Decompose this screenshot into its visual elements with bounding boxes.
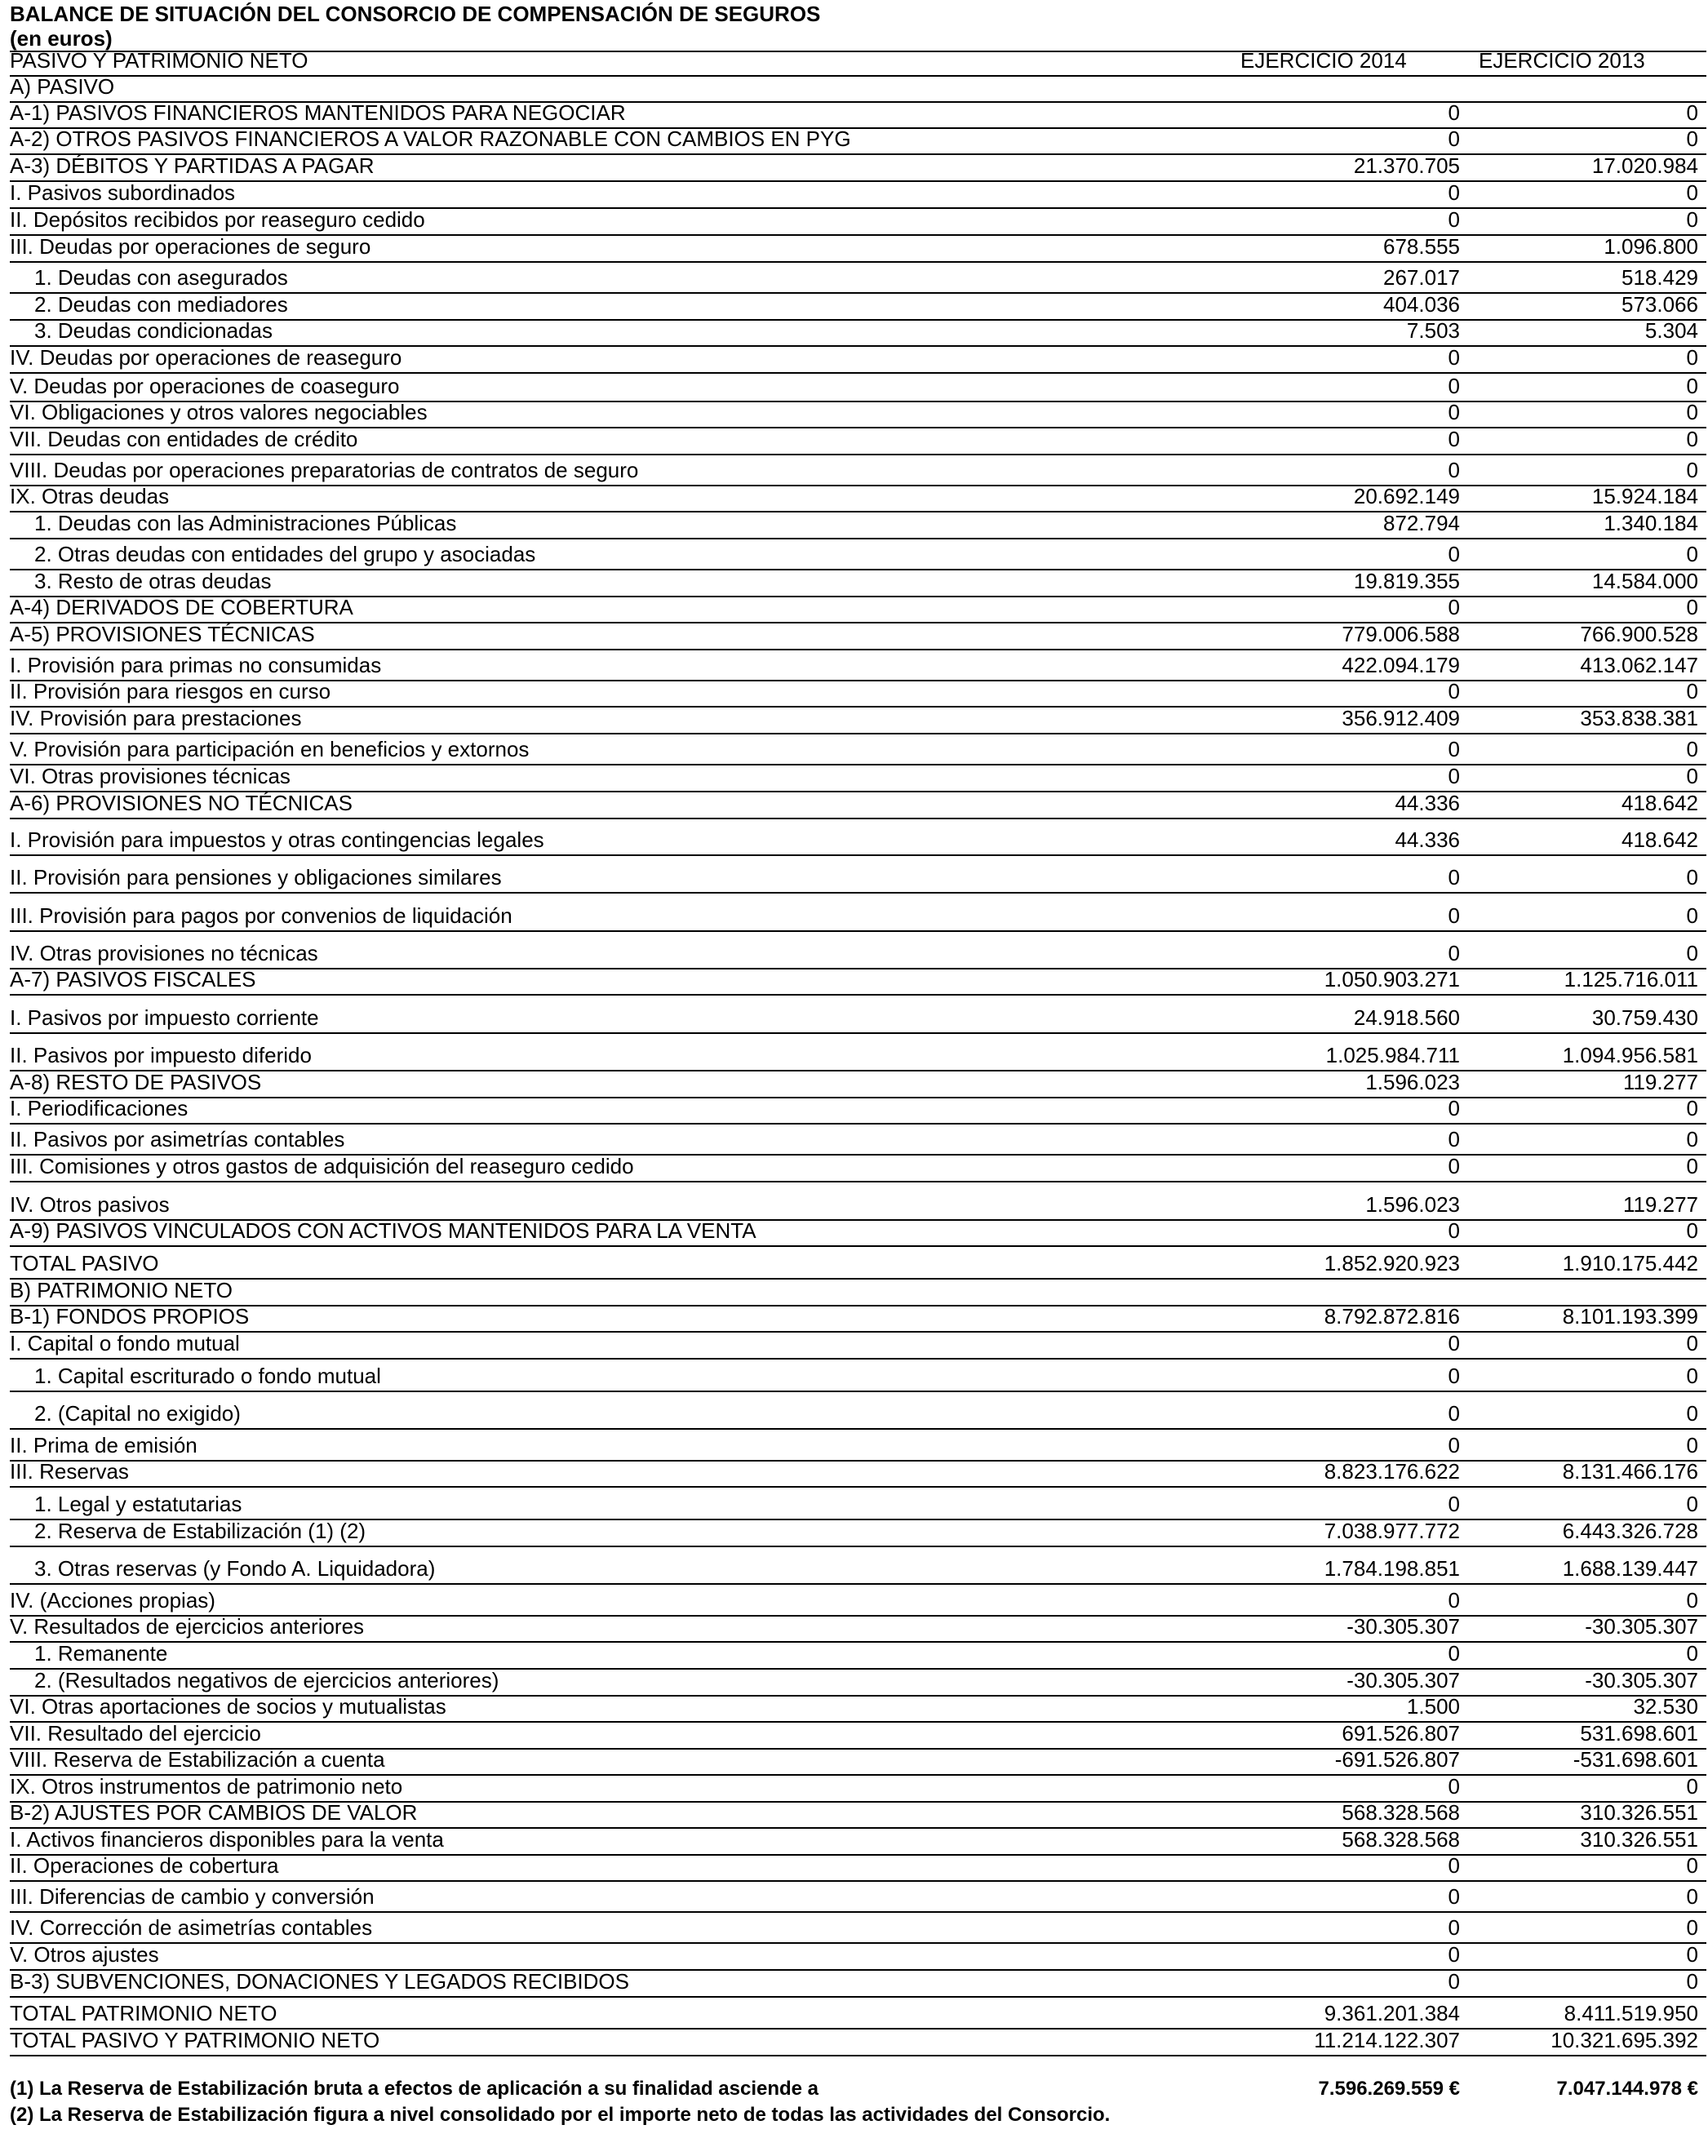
table-row — [10, 1723, 1706, 1750]
table-row — [10, 765, 1706, 792]
value-2013: 518.429 — [1621, 265, 1698, 290]
row-label: VI. Otras provisiones técnicas — [10, 764, 291, 788]
value-2013: 0 — [1686, 1774, 1698, 1799]
value-2013: 0 — [1686, 100, 1698, 125]
value-2013: 1.340.184 — [1604, 511, 1698, 535]
value-2013: 310.326.551 — [1580, 1800, 1698, 1825]
row-label: II. Provisión para pensiones y obligaciones similares — [10, 865, 502, 889]
row-label: IV. (Acciones propias) — [10, 1588, 215, 1613]
value-2014: 0 — [1448, 1401, 1460, 1426]
row-label: A-6) PROVISIONES NO TÉCNICAS — [10, 791, 353, 815]
table-row — [10, 1776, 1706, 1803]
row-label: VIII. Reserva de Estabilización a cuenta — [10, 1747, 385, 1772]
row-label: B-3) SUBVENCIONES, DONACIONES Y LEGADOS RECIBIDOS — [10, 1969, 630, 1994]
value-2013: 0 — [1686, 595, 1698, 619]
value-2013: 0 — [1686, 207, 1698, 232]
value-2014: 0 — [1448, 1096, 1460, 1120]
value-2014: 0 — [1448, 679, 1460, 703]
document-title: BALANCE DE SITUACIÓN DEL CONSORCIO DE COMPENSACIÓN DE SEGUROS — [10, 2, 821, 26]
value-2013: 0 — [1686, 400, 1698, 424]
footnote — [10, 2063, 1706, 2104]
row-label: IX. Otros instrumentos de patrimonio neto — [10, 1774, 403, 1799]
table-row — [10, 402, 1706, 428]
value-2014: 422.094.179 — [1342, 653, 1460, 677]
value-2013: 8.411.519.950 — [1564, 2001, 1698, 2025]
row-label: 1. Capital escriturado o fondo mutual — [34, 1364, 381, 1388]
value-2013: 1.094.956.581 — [1562, 1043, 1698, 1067]
table-row — [10, 74, 1706, 103]
row-label: V. Resultados de ejercicios anteriores — [10, 1614, 365, 1639]
table-row — [10, 819, 1706, 856]
row-label: A-4) DERIVADOS DE COBERTURA — [10, 595, 353, 619]
table-row — [10, 856, 1706, 894]
value-2014: 8.823.176.622 — [1324, 1459, 1460, 1484]
value-2013: 8.131.466.176 — [1562, 1459, 1698, 1484]
table-row — [10, 1643, 1706, 1670]
row-label: III. Deudas por operaciones de seguro — [10, 234, 371, 259]
row-label: V. Deudas por operaciones de coaseguro — [10, 374, 400, 398]
table-row — [10, 708, 1706, 734]
row-label: I. Pasivos por impuesto corriente — [10, 1005, 319, 1030]
table-row — [10, 1034, 1706, 1071]
value-2013: 10.321.695.392 — [1551, 2028, 1698, 2052]
table-row — [10, 428, 1706, 455]
value-2014: 267.017 — [1383, 265, 1460, 290]
table-row — [10, 681, 1706, 708]
header-label: PASIVO Y PATRIMONIO NETO — [10, 48, 308, 73]
value-2014: 0 — [1448, 180, 1460, 205]
value-2013: 119.277 — [1622, 1070, 1698, 1094]
table-row — [10, 1360, 1706, 1392]
row-label: TOTAL PASIVO Y PATRIMONIO NETO — [10, 2028, 380, 2052]
value-2014: 0 — [1448, 1942, 1460, 1967]
table-row — [10, 236, 1706, 263]
table-row — [10, 486, 1706, 512]
value-2013: 0 — [1686, 1492, 1698, 1516]
row-label: A-9) PASIVOS VINCULADOS CON ACTIVOS MANTENIDOS PARA LA VENTA — [10, 1218, 756, 1243]
row-label: III. Reservas — [10, 1459, 129, 1484]
table-row — [10, 347, 1706, 374]
value-2013: 0 — [1686, 1641, 1698, 1666]
row-label: I. Capital o fondo mutual — [10, 1331, 240, 1355]
value-2014: 0 — [1448, 865, 1460, 889]
value-2014: 0 — [1448, 458, 1460, 482]
value-2014: 0 — [1448, 1433, 1460, 1457]
table-row — [10, 1520, 1706, 1547]
value-2014: 568.328.568 — [1342, 1800, 1460, 1825]
value-2013: 17.020.984 — [1591, 153, 1698, 178]
value-2014: 0 — [1448, 595, 1460, 619]
row-label: 2. (Resultados negativos de ejercicios anteriores) — [34, 1668, 499, 1692]
table-row — [10, 374, 1706, 402]
row-label: 3. Otras reservas (y Fondo A. Liquidadora) — [34, 1556, 436, 1581]
table-row — [10, 1392, 1706, 1430]
row-label: B) PATRIMONIO NETO — [10, 1278, 233, 1302]
table-row — [10, 1247, 1706, 1280]
value-2013: 0 — [1686, 941, 1698, 965]
row-label: TOTAL PASIVO — [10, 1251, 159, 1275]
row-label: II. Depósitos recibidos por reaseguro cedido — [10, 207, 425, 232]
table-row — [10, 1694, 1706, 1723]
value-2014: 21.370.705 — [1353, 153, 1460, 178]
table-row — [10, 1098, 1706, 1125]
value-2013: 0 — [1686, 427, 1698, 451]
row-label: III. Comisiones y otros gastos de adquisición del reaseguro cedido — [10, 1154, 634, 1178]
table-row — [10, 1306, 1706, 1333]
row-label: A) PASIVO — [10, 74, 115, 99]
value-2013: 0 — [1686, 679, 1698, 703]
row-label: V. Otros ajustes — [10, 1942, 159, 1967]
table-row — [10, 182, 1706, 209]
value-2013: 0 — [1686, 1433, 1698, 1457]
header-col-2013: EJERCICIO 2013 — [1479, 48, 1645, 73]
value-2013: 413.062.147 — [1580, 653, 1698, 677]
table-row — [10, 100, 1706, 129]
value-2014: 0 — [1448, 374, 1460, 398]
value-2013: 0 — [1686, 1853, 1698, 1878]
value-2014: 568.328.568 — [1342, 1827, 1460, 1852]
table-row — [10, 294, 1706, 321]
row-label: VIII. Deudas por operaciones preparatorias de contratos de seguro — [10, 458, 639, 482]
row-label: 3. Resto de otras deudas — [34, 569, 272, 593]
row-label: I. Activos financieros disponibles para la venta — [10, 1827, 444, 1852]
value-2014: 7.038.977.772 — [1324, 1519, 1460, 1543]
row-label: II. Pasivos por impuesto diferido — [10, 1043, 312, 1067]
row-label: IV. Otras provisiones no técnicas — [10, 941, 318, 965]
value-2014: 1.784.198.851 — [1324, 1556, 1460, 1581]
footnote-text: (2) La Reserva de Estabilización figura a nivel consolidado por el importe neto de todas las actividades del Consorcio. — [10, 2104, 1111, 2126]
value-2013: -531.698.601 — [1573, 1747, 1698, 1772]
value-2014: 0 — [1448, 941, 1460, 965]
table-row — [10, 512, 1706, 539]
row-label: B-1) FONDOS PROPIOS — [10, 1304, 250, 1329]
row-label: 2. Reserva de Estabilización (1) (2) — [34, 1519, 366, 1543]
table-row — [10, 209, 1706, 236]
value-2013: 0 — [1686, 1218, 1698, 1243]
value-2014: 0 — [1448, 1641, 1460, 1666]
row-label: A-2) OTROS PASIVOS FINANCIEROS A VALOR RAZONABLE CON CAMBIOS EN PYG — [10, 126, 851, 151]
value-2014: 0 — [1448, 1588, 1460, 1613]
value-2014: 1.025.984.711 — [1325, 1043, 1460, 1067]
footnote-text: (1) La Reserva de Estabilización bruta a efectos de aplicación a su finalidad asciende a — [10, 2078, 819, 2100]
value-2013: 14.584.000 — [1591, 569, 1698, 593]
table-row — [10, 1280, 1706, 1306]
row-label: I. Provisión para primas no consumidas — [10, 653, 382, 677]
value-2013: 0 — [1686, 1331, 1698, 1355]
row-label: 1. Deudas con asegurados — [34, 265, 288, 290]
value-2014: 0 — [1448, 764, 1460, 788]
value-2013: 0 — [1686, 458, 1698, 482]
value-2013: 0 — [1686, 126, 1698, 151]
table-row — [10, 1488, 1706, 1520]
value-2013: -30.305.307 — [1585, 1668, 1698, 1692]
value-2014: 1.596.023 — [1365, 1192, 1460, 1217]
value-2014: 0 — [1448, 1154, 1460, 1178]
footnotes — [10, 2063, 1706, 2130]
row-label: 2. (Capital no exigido) — [34, 1401, 241, 1426]
value-2014: 1.852.920.923 — [1324, 1251, 1460, 1275]
table-row — [10, 570, 1706, 597]
footnote — [10, 2104, 1706, 2130]
row-label: 1. Legal y estatutarias — [34, 1492, 242, 1516]
value-2014: 0 — [1448, 1774, 1460, 1799]
table-row — [10, 1218, 1706, 1247]
value-2014: 0 — [1448, 1969, 1460, 1994]
value-2013: 0 — [1686, 542, 1698, 566]
table-row — [10, 1125, 1706, 1156]
value-2013: 0 — [1686, 1942, 1698, 1967]
value-2013: 0 — [1686, 903, 1698, 928]
table-row — [10, 1800, 1706, 1829]
value-2013: 0 — [1686, 1127, 1698, 1151]
table-row — [10, 2030, 1706, 2056]
value-2014: 44.336 — [1395, 827, 1460, 852]
value-2014: 20.692.149 — [1353, 484, 1460, 508]
table-row — [10, 734, 1706, 765]
row-label: VII. Resultado del ejercicio — [10, 1721, 261, 1746]
row-label: 1. Deudas con las Administraciones Públicas — [34, 511, 457, 535]
table-row — [10, 1998, 1706, 2030]
value-2014: 0 — [1448, 1853, 1460, 1878]
table-row — [10, 1882, 1706, 1913]
table-row — [10, 1944, 1706, 1971]
table-row — [10, 1913, 1706, 1944]
table-row — [10, 1614, 1706, 1643]
row-label: A-5) PROVISIONES TÉCNICAS — [10, 622, 315, 646]
value-2014: 779.006.588 — [1342, 622, 1460, 646]
value-2014: 24.918.560 — [1353, 1005, 1460, 1030]
table-row — [10, 597, 1706, 623]
value-2014: 0 — [1448, 427, 1460, 451]
value-2013: 0 — [1686, 1096, 1698, 1120]
value-2014: 44.336 — [1395, 791, 1460, 815]
row-label: A-1) PASIVOS FINANCIEROS MANTENIDOS PARA NEGOCIAR — [10, 100, 626, 125]
value-2014: 404.036 — [1383, 292, 1460, 317]
row-label: IV. Corrección de asimetrías contables — [10, 1915, 373, 1940]
table-row — [10, 792, 1706, 819]
table-row — [10, 1156, 1706, 1182]
value-2014: 0 — [1448, 1364, 1460, 1388]
row-label: VI. Otras aportaciones de socios y mutualistas — [10, 1694, 446, 1719]
table-row — [10, 455, 1706, 486]
value-2014: 19.819.355 — [1353, 569, 1460, 593]
value-2013: 418.642 — [1621, 791, 1698, 815]
table-row — [10, 1547, 1706, 1585]
row-label: 2. Deudas con mediadores — [34, 292, 288, 317]
row-label: III. Diferencias de cambio y conversión — [10, 1884, 375, 1909]
table-row — [10, 650, 1706, 681]
row-label: A-7) PASIVOS FISCALES — [10, 967, 256, 991]
value-2014: 0 — [1448, 1127, 1460, 1151]
value-2013: 0 — [1686, 865, 1698, 889]
table-row — [10, 1585, 1706, 1617]
value-2014: 0 — [1448, 1884, 1460, 1909]
table-row — [10, 1670, 1706, 1697]
value-2014: 0 — [1448, 100, 1460, 125]
value-2013: 0 — [1686, 764, 1698, 788]
value-2014: 7.503 — [1406, 318, 1460, 343]
value-2013: 0 — [1686, 737, 1698, 761]
table-row — [10, 996, 1706, 1034]
table-row — [10, 263, 1706, 294]
row-label: IV. Otros pasivos — [10, 1192, 170, 1217]
value-2014: -691.526.807 — [1334, 1747, 1460, 1772]
table-row — [10, 155, 1706, 182]
value-2014: 0 — [1448, 400, 1460, 424]
value-2014: 9.361.201.384 — [1324, 2001, 1460, 2025]
row-label: B-2) AJUSTES POR CAMBIOS DE VALOR — [10, 1800, 418, 1825]
row-label: II. Operaciones de cobertura — [10, 1853, 279, 1878]
table-row — [10, 1071, 1706, 1098]
value-2013: 0 — [1686, 374, 1698, 398]
value-2013: 0 — [1686, 1154, 1698, 1178]
table-row — [10, 1971, 1706, 1998]
value-2013: 310.326.551 — [1580, 1827, 1698, 1852]
table-row — [10, 1829, 1706, 1856]
value-2013: 766.900.528 — [1580, 622, 1698, 646]
row-label: II. Provisión para riesgos en curso — [10, 679, 331, 703]
value-2014: 0 — [1448, 903, 1460, 928]
value-2014: 1.596.023 — [1365, 1070, 1460, 1094]
value-2014: 0 — [1448, 1331, 1460, 1355]
table-row — [10, 1747, 1706, 1776]
value-2014: 0 — [1448, 1915, 1460, 1940]
value-2014: 0 — [1448, 737, 1460, 761]
value-2013: 573.066 — [1621, 292, 1698, 317]
value-2014: -30.305.307 — [1346, 1614, 1460, 1639]
document-subtitle: (en euros) — [10, 26, 113, 51]
value-2013: 353.838.381 — [1580, 706, 1698, 730]
row-label: IV. Deudas por operaciones de reaseguro — [10, 345, 402, 370]
table-row — [10, 932, 1706, 969]
value-2013: 30.759.430 — [1591, 1005, 1698, 1030]
value-2014: 11.214.122.307 — [1314, 2028, 1460, 2052]
value-2013: 5.304 — [1644, 318, 1698, 343]
row-label: A-3) DÉBITOS Y PARTIDAS A PAGAR — [10, 153, 375, 178]
row-label: III. Provisión para pagos por convenios de liquidación — [10, 903, 512, 928]
value-2014: 0 — [1448, 207, 1460, 232]
row-label: II. Prima de emisión — [10, 1433, 197, 1457]
table-row — [10, 318, 1706, 347]
row-label: VI. Obligaciones y otros valores negociables — [10, 400, 428, 424]
value-2014: 0 — [1448, 1492, 1460, 1516]
value-2013: -30.305.307 — [1585, 1614, 1698, 1639]
header-col-2014: EJERCICIO 2014 — [1240, 48, 1407, 73]
row-label: IX. Otras deudas — [10, 484, 170, 508]
row-label: II. Pasivos por asimetrías contables — [10, 1127, 345, 1151]
value-2013: 0 — [1686, 180, 1698, 205]
value-2013: 531.698.601 — [1580, 1721, 1698, 1746]
value-2013: 418.642 — [1621, 827, 1698, 852]
value-2013: 8.101.193.399 — [1562, 1304, 1698, 1329]
value-2014: 1.500 — [1406, 1694, 1460, 1719]
value-2013: 0 — [1686, 1588, 1698, 1613]
value-2013: 1.688.139.447 — [1562, 1556, 1698, 1581]
value-2013: 1.096.800 — [1604, 234, 1698, 259]
value-2014: 356.912.409 — [1342, 706, 1460, 730]
table-row — [10, 894, 1706, 932]
value-2013: 15.924.184 — [1591, 484, 1698, 508]
row-label: I. Periodificaciones — [10, 1096, 189, 1120]
value-2013: 0 — [1686, 1364, 1698, 1388]
value-2014: 872.794 — [1383, 511, 1460, 535]
footnote-value-2014: 7.596.269.559 € — [1318, 2078, 1460, 2100]
table-body — [10, 74, 1706, 2056]
row-label: 3. Deudas condicionadas — [34, 318, 273, 343]
row-label: I. Provisión para impuestos y otras contingencias legales — [10, 827, 544, 852]
balance-sheet-document — [10, 0, 1706, 2130]
value-2013: 119.277 — [1622, 1192, 1698, 1217]
value-2013: 0 — [1686, 1969, 1698, 1994]
value-2014: 0 — [1448, 1218, 1460, 1243]
value-2013: 6.443.326.728 — [1562, 1519, 1698, 1543]
value-2014: 8.792.872.816 — [1324, 1304, 1460, 1329]
table-row — [10, 1853, 1706, 1882]
table-row — [10, 1459, 1706, 1488]
value-2014: 691.526.807 — [1342, 1721, 1460, 1746]
table-row — [10, 126, 1706, 155]
table-row — [10, 539, 1706, 570]
value-2014: 0 — [1448, 126, 1460, 151]
row-label: V. Provisión para participación en beneficios y extornos — [10, 737, 530, 761]
value-2013: 0 — [1686, 1401, 1698, 1426]
value-2014: 0 — [1448, 345, 1460, 370]
row-label: 2. Otras deudas con entidades del grupo y asociadas — [34, 542, 536, 566]
table-row — [10, 1430, 1706, 1462]
value-2014: 1.050.903.271 — [1324, 967, 1460, 991]
value-2013: 0 — [1686, 345, 1698, 370]
value-2013: 1.910.175.442 — [1562, 1251, 1698, 1275]
row-label: VII. Deudas con entidades de crédito — [10, 427, 358, 451]
row-label: IV. Provisión para prestaciones — [10, 706, 302, 730]
row-label: TOTAL PATRIMONIO NETO — [10, 2001, 277, 2025]
table-row — [10, 1333, 1706, 1360]
footnote-value-2013: 7.047.144.978 € — [1556, 2078, 1698, 2100]
value-2014: 678.555 — [1383, 234, 1460, 259]
table-header — [10, 48, 1706, 77]
value-2013: 0 — [1686, 1884, 1698, 1909]
value-2014: 0 — [1448, 542, 1460, 566]
table-row — [10, 623, 1706, 650]
value-2013: 32.530 — [1633, 1694, 1698, 1719]
row-label: A-8) RESTO DE PASIVOS — [10, 1070, 262, 1094]
row-label: I. Pasivos subordinados — [10, 180, 236, 205]
value-2013: 1.125.716.011 — [1564, 967, 1698, 991]
value-2014: -30.305.307 — [1346, 1668, 1460, 1692]
row-label: 1. Remanente — [34, 1641, 168, 1666]
value-2013: 0 — [1686, 1915, 1698, 1940]
table-row — [10, 1182, 1706, 1221]
table-row — [10, 969, 1706, 996]
